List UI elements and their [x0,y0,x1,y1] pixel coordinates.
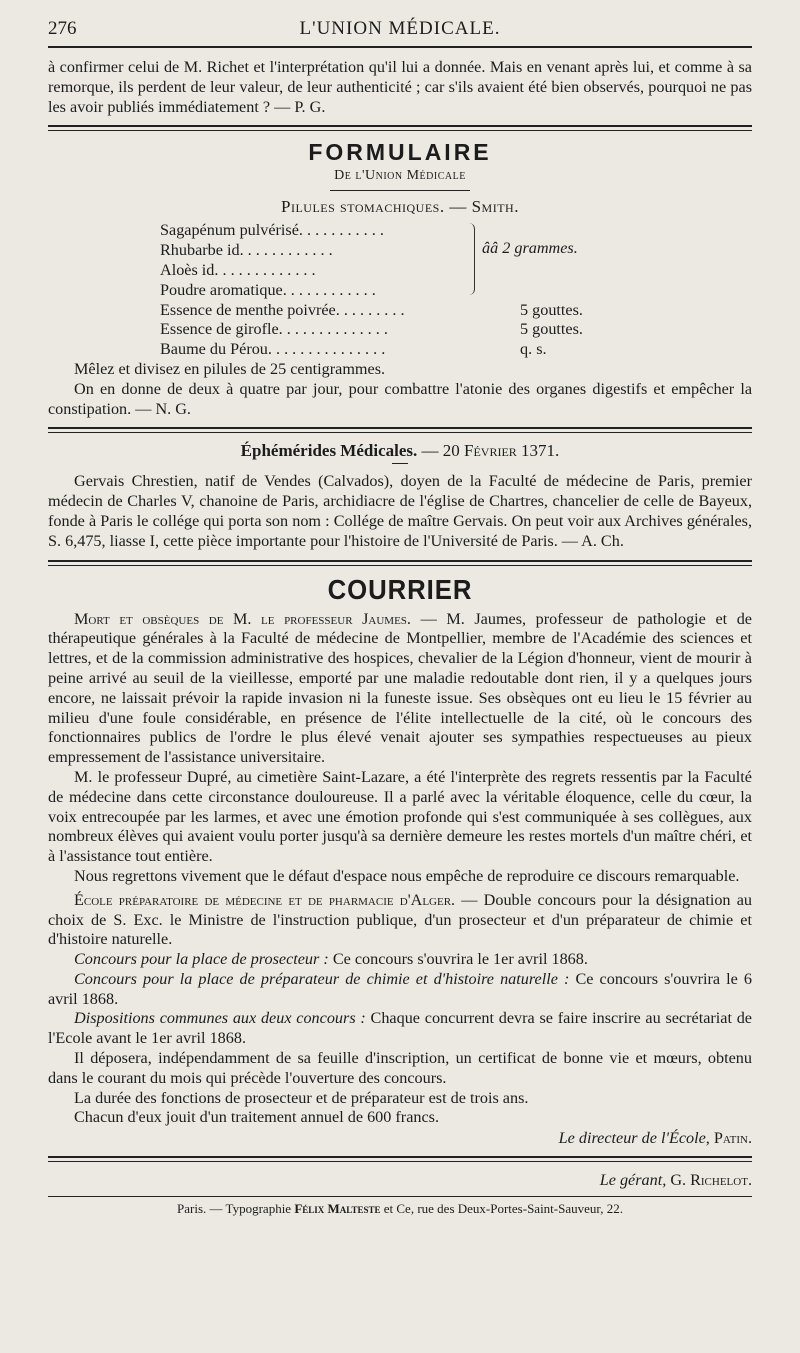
ingredient-row [160,340,580,360]
courrier-paragraph: M. le professeur Dupré, au cimetière Saint-Lazare, a été l'interprète des regrets ressentis par la Faculté de médecine dans cette circonstance douloureuse. Il a parlé avec la véritable éloquence, celle du cœur, la voix entrecoupée par les larmes, et avec une émotion profonde qui s'est communiquée à ses collègues, aux nombreux élèves qui avaient voulu porter jusqu'à sa dernière demeure les restes mortels d'un maître chéri, et à l'assistance tout entière. [48,767,752,866]
section-divider [48,427,752,433]
ingredient-row [160,300,583,321]
ingredient-qty: 5 gouttes. [520,320,583,339]
ingredient-name: Aloès id. . . . . . . . . . . . . [160,260,316,279]
courrier-paragraph [48,1009,752,1049]
braced-ingredients [160,221,580,300]
courrier-title: COURRIER [327,573,473,605]
director-signature [48,1128,752,1148]
ingredient-name: Rhubarbe id. . . . . . . . . . . . [160,241,333,260]
signature-title: Le directeur de l'École, [558,1129,710,1148]
ephemerides-title [48,441,752,461]
paragraph-body: — Double concours pour la désignation au choix de S. Exc. le Ministre de l'instruction publique, d'un prosecteur et d'un préparateur de chimie et d'histoire naturelle. [48,890,752,949]
footer-rule [48,1196,752,1197]
formulaire-subtitle: De l'Union Médicale [334,168,466,184]
signature-name: Patin. [709,1129,752,1148]
paragraph-body: Ce concours s'ouvrira le 6 avril 1868. [48,969,752,1008]
recipe-mix: Mêlez et divisez en pilules de 25 centigrammes. [74,359,386,378]
ingredient-row [160,320,583,340]
courrier-paragraph: Nous regrettons vivement que le défaut d'espace nous empêche de reproduire ce discours remarquable. [74,866,740,885]
ingredient-qty: q. s. [520,340,547,359]
ephemerides-heading: Éphémérides Médicales. [240,441,418,461]
ingredient-name: Essence de menthe poivrée. . . . . . . . . [160,300,405,319]
ingredient-name: Baume du Pérou. . . . . . . . . . . . . . . [160,340,386,359]
paragraph-heading: École préparatoire de médecine et de pharmacie d'Alger. [74,890,456,909]
header-rule [48,46,752,48]
courrier-paragraph: Chacun d'eux jouit d'un traitement annuel de 600 francs. [74,1108,440,1127]
paragraph-heading: Concours pour la place de préparateur de chimie et d'histoire naturelle : [74,969,570,988]
paragraph-body: — M. Jaumes, professeur de pathologie et de thérapeutique générales à la Faculté de médecine de Montpellier, membre de l'Académie des sciences et lettres, et de la commission administrative des hospices, chevalier de la Légion d'honneur, vient de mourir à peine arrivé au seuil de la vieillesse, emporté par une maladie redoutable dont rien, il y a quelques jours encore, ne laissait prévoir la rapide invasion ni la funeste issue. Ses obsèques ont eu lieu le 15 février au milieu d'une foule considérable, en présence de l'élite intellectuelle de la cité, où le concours des fonctionnaires publics de l'ordre le plus élevé venait ajouter ses sympathies respectueuses au pieux empressement de l'assistance universitaire. [48,609,752,767]
short-divider [392,463,408,464]
courrier-paragraph: La durée des fonctions de prosecteur et de préparateur est de trois ans. [74,1088,529,1107]
recipe-usage: On en donne de deux à quatre par jour, pour combattre l'atonie des organes digestifs et empêcher la constipation. — N. G. [48,379,752,418]
journal-title: L'UNION MÉDICALE. [299,18,501,39]
imprint-name: Félix Malteste [294,1201,381,1217]
page-header [48,0,752,40]
paragraph-heading: Dispositions communes aux deux concours : [74,1009,366,1028]
page-number: 276 [48,18,77,39]
section-divider [48,1156,752,1162]
ingredient-row [160,281,580,301]
gerant-title: Le gérant, [599,1171,667,1190]
brace-quantity: ââ 2 grammes. [482,239,578,258]
ephemerides-date: — 20 Février 1371. [417,441,560,461]
recipe-title: Pilules stomachiques. — Smith. [281,197,519,217]
ingredient-name: Poudre aromatique. . . . . . . . . . . . [160,280,376,299]
recipe-list [160,221,583,360]
brace-mark [466,223,475,295]
paragraph-body: Ce concours s'ouvrira le 1er avril 1868. [328,950,588,969]
courrier-paragraph [48,970,752,1010]
ingredient-name: Sagapénum pulvérisé. . . . . . . . . . . [160,221,384,240]
paragraph-body: Chaque concurrent devra se faire inscrire au secrétariat de l'Ecole avant le 1er avril 1868. [48,1009,752,1048]
ingredient-row [160,261,580,281]
gerant-signature [48,1170,752,1190]
intro-paragraph: à confirmer celui de M. Richet et l'interprétation qu'il lui a donnée. Mais en venant après lui, et comme à sa remorque, ils perdent de leur valeur, de leur authenticité ; car s'ils avaient été bien observés, pourquoi ne pas les avoir publiés immédiatement ? — P. G. [48,58,752,116]
paragraph-heading: Concours pour la place de prosecteur : [74,950,329,969]
gerant-name: G. Richelot. [666,1171,752,1190]
section-divider [48,125,752,131]
paragraph-heading: Mort et obsèques de M. le professeur Jaumes. [74,609,411,628]
courrier-paragraph [48,891,752,950]
short-divider [330,190,470,191]
ingredient-row [160,221,580,241]
imprint-prefix: Paris. — Typographie [177,1201,295,1217]
ingredient-qty: 5 gouttes. [520,300,583,319]
imprint [48,1201,752,1217]
ephemerides-text: Gervais Chrestien, natif de Vendes (Calvados), doyen de la Faculté de médecine de Paris, premier médecin de Charles V, chanoine de Paris, archidiacre de l'église de Chartres, chancelier de celle de Bayeux, fonde à Paris le collége qui porta son nom : Collége de maître Gervais. On peut voir aux Archives générales, S. 6,475, liasse I, cette pièce importante pour l'histoire de l'Université de Paris. — A. Ch. [48,472,752,550]
section-divider [48,560,752,566]
formulaire-title: FORMULAIRE [308,139,492,166]
courrier-paragraph [48,950,752,970]
courrier-paragraph [48,610,752,768]
courrier-paragraph: Il déposera, indépendamment de sa feuille d'inscription, un certificat de bonne vie et mœurs, obtenu dans le courant du mois qui précède l'ouverture des concours. [48,1049,752,1087]
imprint-suffix: et Ce, rue des Deux-Portes-Saint-Sauveur, 22. [380,1201,623,1217]
ingredient-name: Essence de girofle. . . . . . . . . . . . . . [160,320,388,339]
